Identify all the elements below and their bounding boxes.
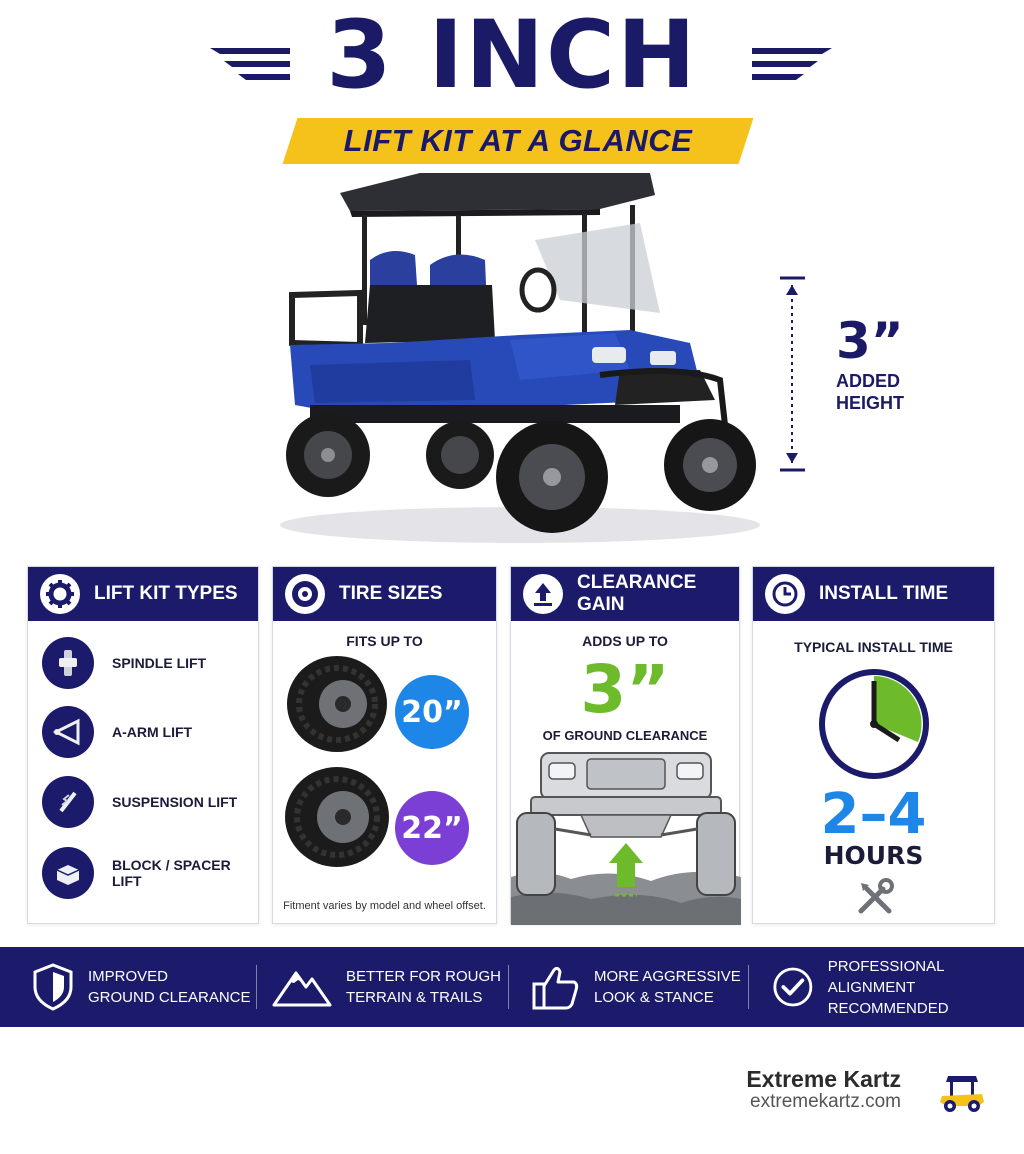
- fits-up-to-label: FITS UP TO: [346, 633, 423, 649]
- lift-kit-types-title: LIFT KIT TYPES: [94, 583, 238, 604]
- clearance-gain-title: CLEARANCE GAIN: [577, 572, 697, 615]
- benefit-text: [346, 966, 501, 1008]
- gear-icon: [40, 574, 80, 614]
- benefit-divider: [508, 965, 509, 1009]
- clearance-gain-header: [511, 567, 739, 621]
- cart-front-sketch-icon: [511, 747, 741, 925]
- install-clock-icon: [817, 667, 931, 781]
- benefit-line1: BETTER FOR ROUGH: [346, 968, 502, 985]
- speed-lines-right-icon: [752, 48, 832, 82]
- lift-kit-types-card: [27, 566, 259, 924]
- lift-type-label: BLOCK / SPACER LIFT: [112, 857, 231, 889]
- tire-size-badge-20: 20”: [395, 675, 469, 749]
- install-time-header: [753, 567, 994, 621]
- clearance-suffix: OF GROUND CLEARANCE: [542, 728, 708, 743]
- clearance-gain-card: [510, 566, 740, 924]
- tire-22-icon: [283, 765, 391, 869]
- spindle-icon: [42, 637, 94, 689]
- lift-kit-types-header: [28, 567, 258, 621]
- benefits-bar: [0, 947, 1024, 1027]
- benefit-line2: LOOK & STANCE: [594, 989, 714, 1006]
- lift-type-row: [42, 706, 192, 758]
- brand-logo-cart-icon: [938, 1068, 986, 1116]
- tire-icon: [285, 574, 325, 614]
- benefit-divider: [256, 965, 257, 1009]
- benefit-line2: GROUND CLEARANCE: [88, 989, 251, 1006]
- added-height-label-line1: ADDED: [836, 371, 901, 391]
- brand-name: Extreme Kartz: [746, 1066, 901, 1092]
- benefit-item: [272, 947, 501, 1027]
- lift-type-row: [42, 637, 206, 689]
- lift-type-row: [42, 776, 237, 828]
- install-time-title: INSTALL TIME: [819, 583, 949, 604]
- lift-type-label: SPINDLE LIFT: [112, 655, 207, 671]
- added-height-label: [836, 370, 904, 414]
- benefit-divider: [748, 965, 749, 1009]
- golf-cart-image: [270, 165, 770, 550]
- clock-icon: [765, 574, 805, 614]
- install-time-card: [752, 566, 995, 924]
- benefit-line1: PROFESSIONAL ALIGNMENT: [827, 957, 944, 996]
- tire-sizes-header: [273, 567, 496, 621]
- benefit-item: [532, 947, 741, 1027]
- benefit-text: [88, 966, 251, 1008]
- install-hours-unit: HOURS: [823, 841, 924, 870]
- install-hours-value: 2–4: [820, 782, 927, 847]
- adds-up-to-label: ADDS UP TO: [582, 633, 668, 649]
- benefit-line2: RECOMMENDED: [827, 999, 949, 1017]
- lift-type-row: [42, 847, 258, 899]
- benefit-line2: TERRAIN & TRAILS: [346, 989, 483, 1006]
- tools-icon: [855, 877, 895, 917]
- arrow-up-icon: [523, 574, 563, 614]
- page-subtitle: LIFT KIT AT A GLANCE: [343, 123, 693, 158]
- page-title: 3 INCH: [326, 1, 698, 110]
- thumbs-up-icon: [532, 964, 580, 1010]
- tire-20-icon: [285, 655, 389, 753]
- a-arm-icon: [42, 706, 94, 758]
- brand-url: extremekartz.com: [750, 1091, 901, 1112]
- shield-icon: [32, 963, 74, 1011]
- benefit-line1: IMPROVED: [88, 968, 169, 985]
- block-icon: [42, 847, 94, 899]
- benefit-item: [772, 947, 1024, 1027]
- benefit-item: [32, 947, 251, 1027]
- benefit-text: [594, 966, 741, 1008]
- header: [0, 0, 1024, 170]
- added-height-value: 3”: [836, 312, 904, 370]
- benefit-line1: MORE AGGRESSIVE: [594, 968, 741, 985]
- fitment-note: Fitment varies by model and wheel offset.: [283, 900, 486, 912]
- tire-sizes-card: [272, 566, 497, 924]
- typical-install-label: TYPICAL INSTALL TIME: [794, 639, 953, 655]
- added-height-label-line2: HEIGHT: [836, 393, 905, 413]
- mountain-icon: [272, 967, 332, 1007]
- lift-type-label: A-ARM LIFT: [112, 724, 193, 740]
- tire-sizes-title: TIRE SIZES: [339, 583, 443, 604]
- height-arrow-icon: [775, 275, 815, 475]
- benefit-text: [828, 956, 1024, 1019]
- shock-icon: [42, 776, 94, 828]
- check-circle-icon: [772, 965, 814, 1009]
- lift-type-label: SUSPENSION LIFT: [112, 794, 238, 810]
- tire-size-badge-22: 22”: [395, 791, 469, 865]
- clearance-value: 3”: [580, 651, 670, 728]
